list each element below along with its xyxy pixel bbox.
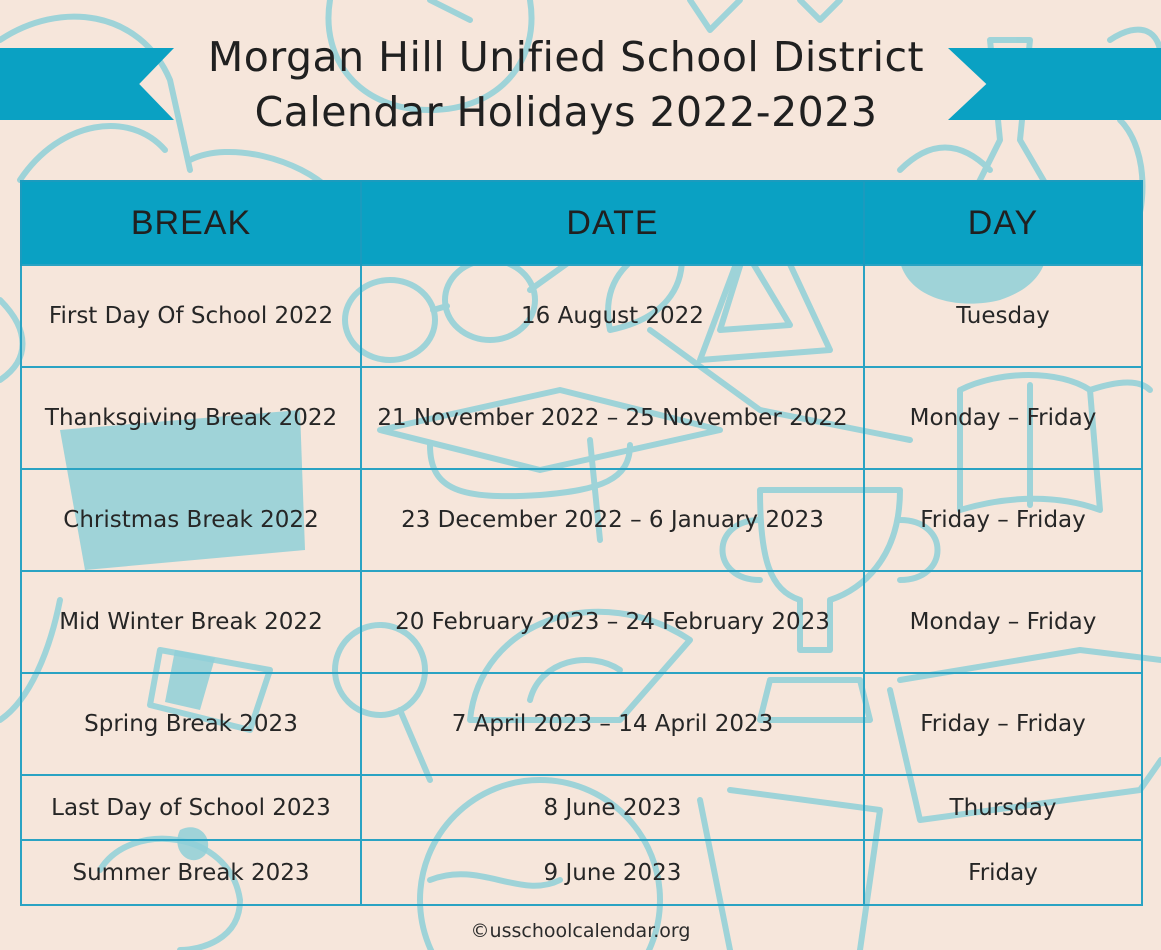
date-cell: 20 February 2023 – 24 February 2023	[361, 571, 864, 673]
table-row	[21, 469, 1142, 571]
title-line-2: Calendar Holidays 2022-2023	[254, 88, 878, 136]
day-cell: Friday – Friday	[864, 469, 1142, 571]
day-cell: Thursday	[864, 775, 1142, 840]
day-cell: Monday – Friday	[864, 367, 1142, 469]
table-row	[21, 673, 1142, 775]
date-cell: 23 December 2022 – 6 January 2023	[361, 469, 864, 571]
table-row	[21, 775, 1142, 840]
day-cell: Tuesday	[864, 265, 1142, 367]
table-row	[21, 265, 1142, 367]
break-cell: Summer Break 2023	[21, 840, 361, 905]
holiday-table	[20, 180, 1143, 906]
column-header-date: DATE	[361, 181, 864, 265]
date-cell: 8 June 2023	[361, 775, 864, 840]
table-row	[21, 840, 1142, 905]
break-cell: First Day Of School 2022	[21, 265, 361, 367]
day-cell: Friday – Friday	[864, 673, 1142, 775]
break-cell: Spring Break 2023	[21, 673, 361, 775]
column-header-break: BREAK	[21, 181, 361, 265]
break-cell: Last Day of School 2023	[21, 775, 361, 840]
date-cell: 21 November 2022 – 25 November 2022	[361, 367, 864, 469]
column-header-day: DAY	[864, 181, 1142, 265]
break-cell: Christmas Break 2022	[21, 469, 361, 571]
break-cell: Mid Winter Break 2022	[21, 571, 361, 673]
date-cell: 7 April 2023 – 14 April 2023	[361, 673, 864, 775]
date-cell: 16 August 2022	[361, 265, 864, 367]
table-row	[21, 571, 1142, 673]
break-cell: Thanksgiving Break 2022	[21, 367, 361, 469]
copyright-footer: ©usschoolcalendar.org	[470, 920, 691, 942]
page-title	[150, 30, 982, 140]
date-cell: 9 June 2023	[361, 840, 864, 905]
table-row	[21, 367, 1142, 469]
day-cell: Friday	[864, 840, 1142, 905]
title-line-1: Morgan Hill Unified School District	[207, 33, 925, 81]
table-header-row	[21, 181, 1142, 265]
day-cell: Monday – Friday	[864, 571, 1142, 673]
